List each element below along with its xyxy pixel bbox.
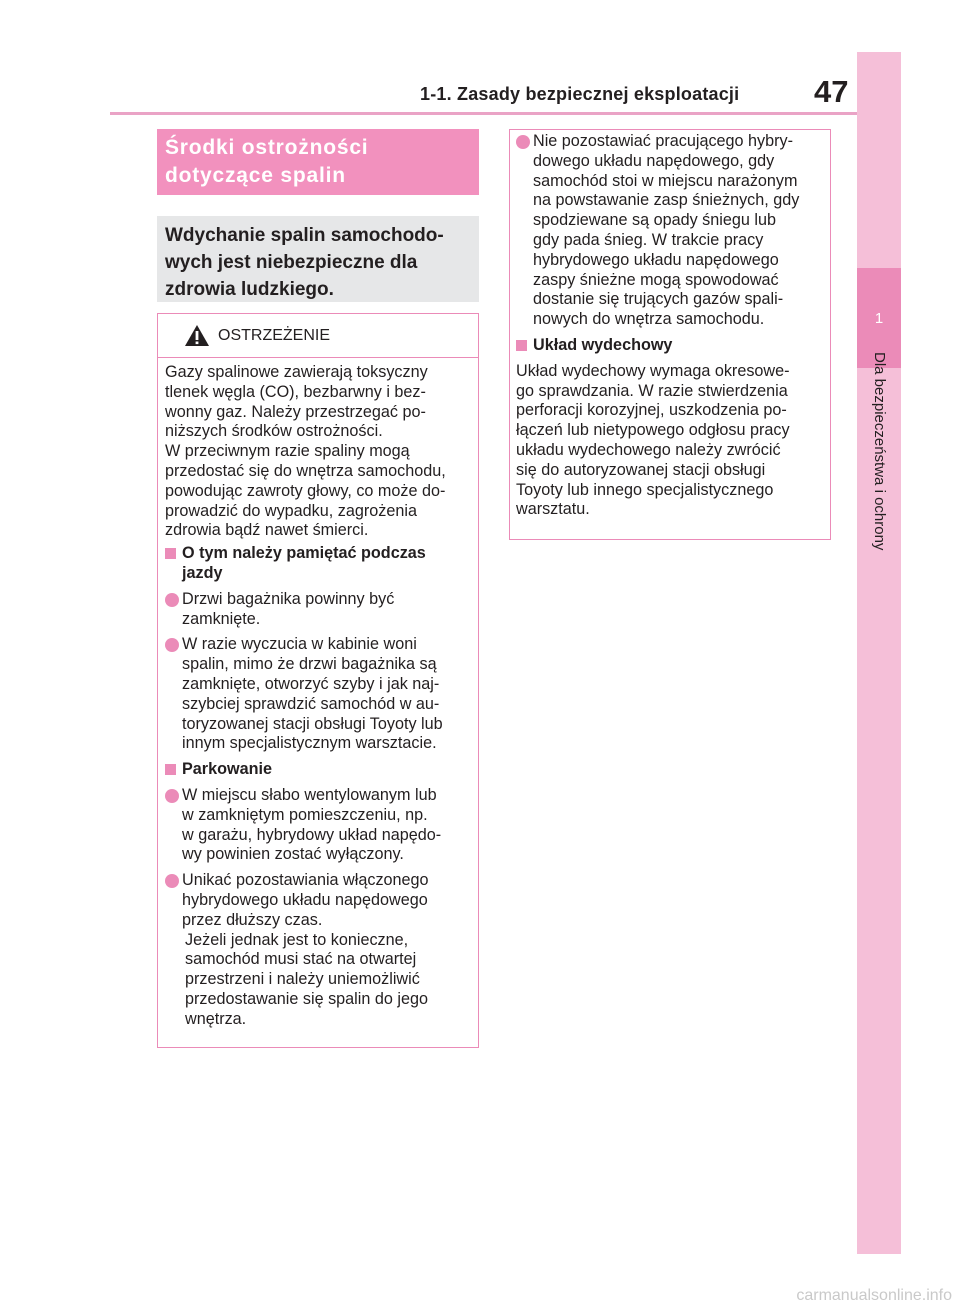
- section-title-line: dotyczące spalin: [165, 164, 346, 187]
- text-line: zaspy śnieżne mogą spowodować: [533, 270, 779, 289]
- text-line: Gazy spalinowe zawierają toksyczny: [165, 363, 428, 381]
- text-line: hybrydowego układu napędowego: [533, 250, 779, 269]
- text-line: układu wydechowego należy zwrócić: [516, 440, 781, 459]
- side-chapter-number: 1: [857, 268, 901, 368]
- warning-body: [158, 358, 478, 1030]
- text-line: O tym należy pamiętać podczas: [182, 544, 426, 563]
- text-line: innym specjalistycznym warsztacie.: [182, 734, 437, 753]
- round-bullet-icon: [165, 593, 179, 607]
- text-line: W przeciwnym razie spaliny mogą: [165, 442, 410, 461]
- text-line: Układ wydechowy: [533, 335, 673, 354]
- summary-line: wych jest niebezpieczne dla: [165, 252, 418, 273]
- text-line: jazdy: [182, 563, 223, 582]
- warning-label: OSTRZEŻENIE: [218, 326, 331, 344]
- list-item: [516, 132, 824, 330]
- side-chapter-label: [857, 352, 901, 602]
- text-line: Nie pozostawiać pracującego hybry-: [533, 132, 794, 150]
- text-line: Jeżeli jednak jest to konieczne,: [185, 930, 409, 949]
- text-line: tlenek węgla (CO), bezbarwny i bez-: [165, 382, 426, 401]
- text-line: na powstawanie zasp śnieżnych, gdy: [533, 191, 800, 210]
- subheading-exhaust: [516, 336, 824, 356]
- warning-box: [157, 313, 479, 1048]
- side-tab: [857, 52, 901, 1254]
- text-line: hybrydowego układu napędowego: [182, 890, 428, 909]
- text-line: powodując zawroty głowy, co może do-: [165, 481, 446, 500]
- page-number: 47: [814, 74, 849, 109]
- text-line: przez dłuższy czas.: [182, 910, 323, 929]
- text-line: Układ wydechowy wymaga okresowe-: [516, 361, 790, 380]
- list-item: [165, 635, 472, 754]
- text-line: łączeń lub nietypowego odgłosu pracy: [516, 421, 790, 440]
- subheading-driving: [165, 544, 472, 584]
- text-line: dostanie się trujących gazów spali-: [533, 290, 784, 309]
- list-item: [165, 786, 472, 865]
- warning-header: [158, 314, 478, 358]
- text-line: warsztatu.: [516, 500, 590, 519]
- text-line: spalin, mimo że drzwi bagażnika są: [182, 655, 437, 674]
- square-bullet-icon: [165, 548, 176, 559]
- round-bullet-icon: [165, 638, 179, 652]
- section-title-line: Środki ostrożności: [165, 136, 369, 159]
- text-line: przedostawanie się spalin do jego: [185, 989, 428, 1008]
- text-line: zamknięte.: [182, 609, 261, 628]
- text-line: gdy pada śnieg. W trakcie pracy: [533, 230, 764, 249]
- text-line: niższych środków ostrożności.: [165, 422, 383, 441]
- text-line: Toyoty lub innego specjalistycznego: [516, 480, 774, 499]
- round-bullet-icon: [165, 874, 179, 888]
- text-line: przestrzeni i należy uniemożliwić: [185, 970, 420, 989]
- list-item: [165, 590, 472, 630]
- text-line: Drzwi bagażnika powinny być: [182, 589, 395, 608]
- text-line: szybciej sprawdzić samochód w au-: [182, 694, 440, 713]
- text-line: perforacji korozyjnej, uszkodzenia po-: [516, 401, 787, 420]
- exhaust-paragraph: [516, 362, 824, 520]
- text-line: zdrowia bądź nawet śmierci.: [165, 521, 369, 540]
- text-line: Parkowanie: [182, 760, 272, 779]
- text-line: dowego układu napędowego, gdy: [533, 151, 775, 170]
- text-line: samochód musi stać na otwartej: [185, 950, 417, 969]
- text-line: toryzowanej stacji obsługi Toyoty lub: [182, 714, 443, 733]
- warning-intro: [165, 363, 472, 541]
- running-header: 1-1. Zasady bezpiecznej eksploatacji: [420, 84, 740, 104]
- side-chapter-label-text: Dla bezpieczeństwa i ochrony: [871, 352, 888, 551]
- text-line: się do autoryzowanej stacji obsługi: [516, 460, 766, 479]
- warning-icon: [184, 324, 210, 347]
- text-line: prowadzić do wypadku, zagrożenia: [165, 501, 417, 520]
- square-bullet-icon: [516, 340, 527, 351]
- summary-line: zdrowia ludzkiego.: [165, 279, 334, 300]
- section-summary: [157, 216, 479, 302]
- text-line: przedostać się do wnętrza samochodu,: [165, 461, 446, 480]
- section-title: [157, 129, 479, 195]
- text-line: w zamkniętym pomieszczeniu, np.: [182, 805, 428, 824]
- text-line: w garażu, hybrydowy układ napędo-: [182, 825, 442, 844]
- round-bullet-icon: [516, 135, 530, 149]
- text-line: go sprawdzania. W razie stwierdzenia: [516, 381, 788, 400]
- text-line: wnętrza.: [185, 1009, 247, 1028]
- text-line: W razie wyczucia w kabinie woni: [182, 635, 417, 654]
- text-line: samochód stoi w miejscu narażonym: [533, 171, 798, 190]
- text-line: zamknięte, otworzyć szyby i jak naj-: [182, 674, 440, 693]
- subheading-parking: [165, 760, 472, 780]
- text-line: nowych do wnętrza samochodu.: [533, 310, 765, 329]
- text-line: W miejscu słabo wentylowanym lub: [182, 785, 437, 804]
- list-item: [165, 871, 472, 1029]
- watermark: carmanualsonline.info: [796, 1287, 952, 1304]
- header-rule: [110, 112, 858, 115]
- parking-note: [182, 931, 472, 1030]
- text-line: wonny gaz. Należy przestrzegać po-: [165, 402, 426, 421]
- text-line: Unikać pozostawiania włączonego: [182, 871, 429, 890]
- round-bullet-icon: [165, 789, 179, 803]
- text-line: wy powinien zostać wyłączony.: [182, 845, 404, 864]
- warning-box-continued: [509, 129, 831, 540]
- summary-line: Wdychanie spalin samochodo-: [165, 225, 444, 246]
- text-line: spodziewane są opady śniegu lub: [533, 211, 776, 230]
- square-bullet-icon: [165, 764, 176, 775]
